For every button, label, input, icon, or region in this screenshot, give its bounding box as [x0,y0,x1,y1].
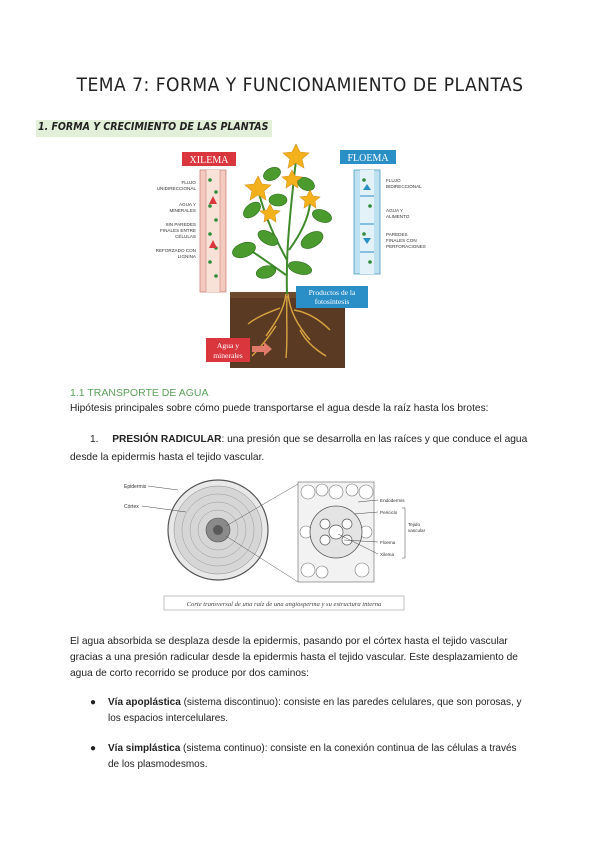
bullet-line2: de los plasmodesmos. [108,759,208,770]
svg-text:vascular: vascular [408,528,426,533]
bullet-text: Vía simplástica (sistema continuo): consiste en la conexión continua de las células a través [108,743,517,754]
bullet-line2: los espacios intercelulares. [108,713,229,724]
svg-text:MINERALES: MINERALES [169,208,196,213]
svg-text:Epidermis: Epidermis [124,484,147,490]
bullet-item [90,743,517,770]
products-line2: fotosíntesis [314,297,350,306]
paragraph-line2: gracias a una presión radicular desde la epidermis hasta el tejido vascular. Este desplazamiento de [70,652,518,663]
svg-text:FINALES CON: FINALES CON [386,238,417,243]
leaves [230,165,333,281]
item1-line2: desde la epidermis hasta el tejido vascular. [70,452,265,463]
bullet-term: Vía simplástica [108,743,181,754]
intro-text: Hipótesis principales sobre cómo puede transportarse el agua desde la raíz hasta los brotes: [70,403,489,414]
svg-text:LIGNINA: LIGNINA [177,254,196,259]
floema-label: FLOEMA [347,153,389,164]
plant-vascular-figure [140,140,440,372]
xilema-label: XILEMA [189,155,229,166]
water-line1: Agua y [216,341,240,350]
svg-text:CÉLULAS: CÉLULAS [175,234,196,239]
svg-text:FINALES ENTRE: FINALES ENTRE [160,228,196,233]
section-heading: 1. FORMA Y CRECIMIENTO DE LAS PLANTAS [36,120,272,137]
svg-text:FLUJO: FLUJO [181,180,196,185]
water-line2: minerales [213,351,243,360]
paragraph-line1: El agua absorbida se desplaza desde la epidermis, pasando por el córtex hasta el tejido vascular [70,636,508,647]
bullet-term: Vía apoplástica [108,697,181,708]
item1-number: 1. [90,434,99,445]
svg-text:Endodermis: Endodermis [380,498,405,503]
svg-text:Xilema: Xilema [380,552,395,557]
floema-tube [354,170,380,274]
bullet-dot-icon: ● [90,743,97,754]
floema-notes [386,178,426,249]
svg-text:BIDIRECCIONAL: BIDIRECCIONAL [386,184,422,189]
root-section-right [298,482,374,582]
figure2-caption: Corte transversal de una raíz de una angiosperma y su estructura interna [186,601,382,608]
bullet-dot-icon: ● [90,697,97,708]
paragraph-line3: agua de corto recorrido se produce por dos caminos: [70,668,309,679]
page-title: TEMA 7: FORMA Y FUNCIONAMIENTO DE PLANTAS [76,74,524,96]
xilema-tube [200,170,226,292]
svg-text:UNIDIRECCIONAL: UNIDIRECCIONAL [156,186,196,191]
svg-text:AGUA Y: AGUA Y [178,202,196,207]
bullet-text: Vía apoplástica (sistema discontinuo): consiste en las paredes celulares, que son porosas, y [108,697,522,708]
svg-text:Periciclo: Periciclo [380,510,398,515]
bullet-item [90,697,522,724]
svg-text:ALIMENTO: ALIMENTO [386,214,410,219]
svg-text:AGUA Y: AGUA Y [386,208,404,213]
item1-line1 [90,434,527,445]
svg-text:Floema: Floema [380,540,396,545]
xilema-notes [156,180,197,259]
svg-text:PERFORACIONES: PERFORACIONES [386,244,426,249]
svg-text:PAREDES: PAREDES [386,232,408,237]
root-cross-section-figure [122,478,426,614]
svg-text:Córtex: Córtex [124,504,139,510]
svg-text:Tejido: Tejido [408,522,421,527]
item1-text: : una presión que se desarrolla en las raíces y que conduce el agua [221,434,528,445]
products-line1: Productos de la [308,288,356,297]
right-labels [380,498,426,557]
root-section-left [168,480,268,580]
svg-text:SIN PAREDES: SIN PAREDES [165,222,196,227]
svg-text:FLUJO: FLUJO [386,178,401,183]
item1-term: PRESIÓN RADICULAR [112,434,222,445]
svg-text:REFORZADO CON: REFORZADO CON [155,248,196,253]
subsection-heading: 1.1 TRANSPORTE DE AGUA [70,387,209,399]
